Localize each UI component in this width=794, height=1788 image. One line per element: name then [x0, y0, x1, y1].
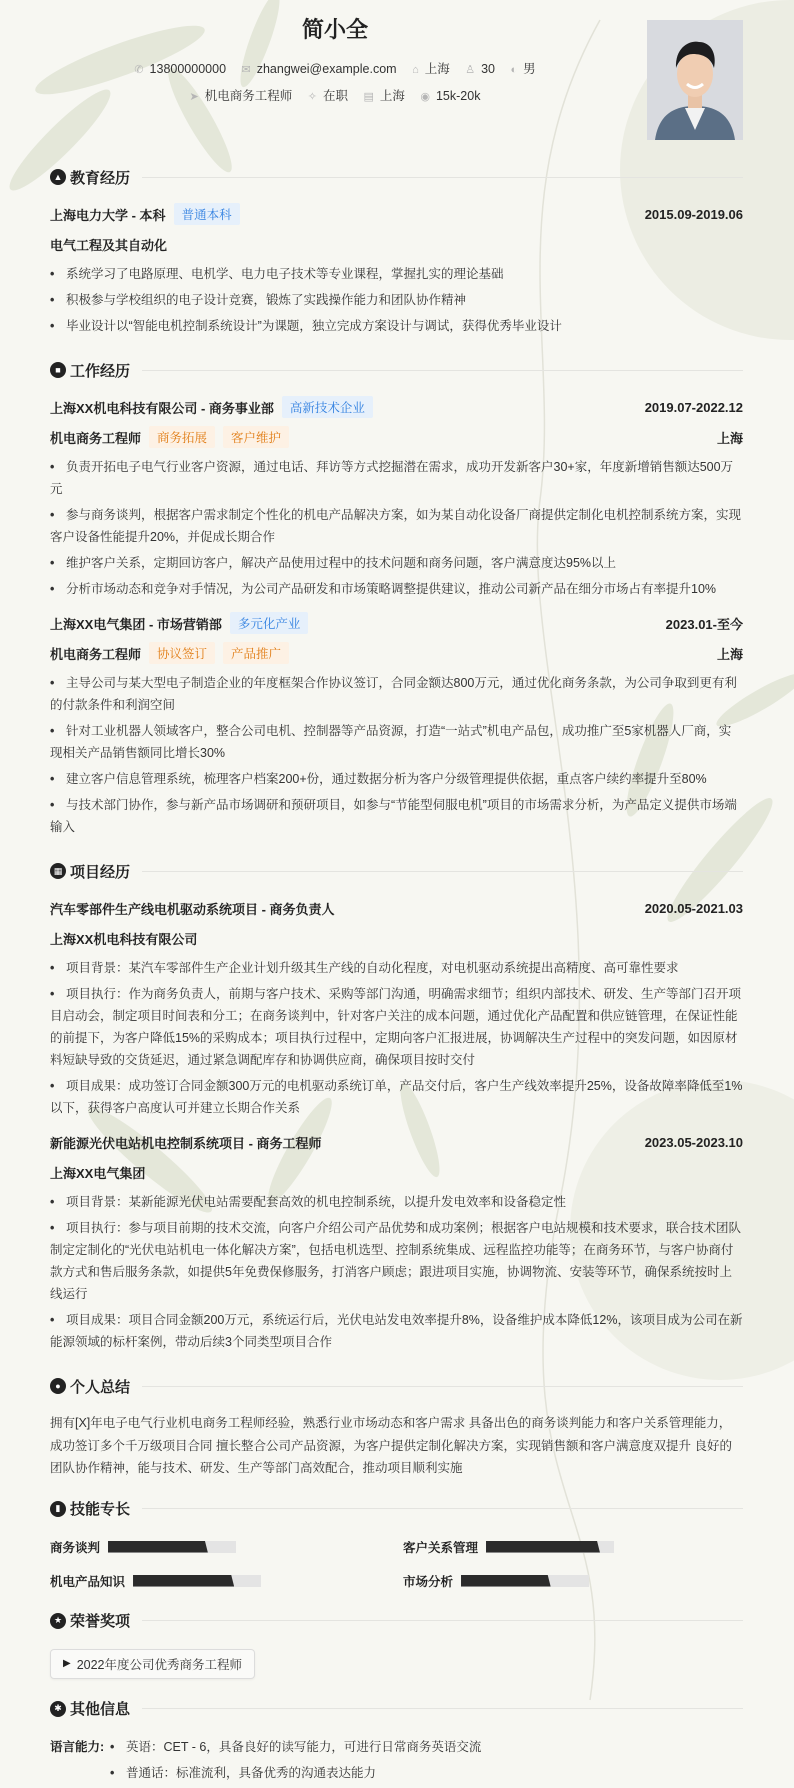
list-item: • 普通话：标准流利，具备优秀的沟通表达能力: [110, 1765, 377, 1780]
list-item: • 负责开拓电子电气行业客户资源，通过电话、拜访等方式挖掘潜在需求，成功开发新客户30+家，年度新增销售额达500万元: [50, 460, 734, 496]
contact-row: [50, 60, 620, 79]
project-name: 新能源光伏电站机电控制系统项目 - 商务工程师: [50, 1135, 322, 1151]
target-city: 上海: [379, 89, 405, 103]
education-section: [50, 165, 743, 337]
age: 30: [481, 62, 495, 76]
section-heading: [50, 1609, 743, 1633]
divider: [142, 871, 743, 872]
list-item: • 项目背景：某新能源光伏电站需要配套高效的机电控制系统，以提升发电效率和设备稳定性: [50, 1195, 567, 1209]
home-icon: ⌂: [412, 64, 419, 76]
skill-bar: [108, 1541, 236, 1553]
gender: 男: [523, 62, 536, 76]
section-heading: [50, 1697, 743, 1721]
salary-icon: ◉: [420, 91, 430, 103]
honors-section: [50, 1609, 743, 1679]
skill-bar-fill: [108, 1541, 208, 1553]
education-date: 2015.09-2019.06: [644, 206, 743, 222]
list-item: • 参与商务谈判，根据客户需求制定个性化的机电产品解决方案，如为某自动化设备厂商提供定制化电机控制系统方案，实现客户设备性能提升20%，并促成长期合作: [50, 508, 742, 544]
section-title: 个人总结: [70, 1378, 131, 1396]
skill-bar: [133, 1575, 261, 1587]
list-item: • 英语：CET - 6，具备良好的读写能力，可进行日常商务英语交流: [110, 1739, 482, 1754]
info-icon: ✱: [50, 1701, 66, 1717]
work-date: 2023.01-至今: [665, 616, 743, 632]
skill-bar-fill: [133, 1575, 234, 1587]
section-title: 荣誉奖项: [70, 1613, 131, 1630]
skill-bar-fill: [486, 1541, 600, 1553]
list-item: • 项目成果：成功签订合同金额300万元的电机驱动系统订单，产品交付后，客户生产线效率提升25%，设备故障率降低至1%以下，获得客户高度认可并建立长期合作关系: [50, 1079, 743, 1115]
section-heading: [50, 165, 743, 189]
job-status: 在职: [322, 89, 348, 103]
role: 机电商务工程师: [50, 430, 142, 446]
list-item: • 项目成果：项目合同金额200万元，系统运行后，光伏电站发电效率提升8%，设备维护成本降低12%，该项目成为公司在新能源领域的标杆案例，带动后续3个同类型项目合作: [50, 1313, 743, 1349]
email-icon: ✉: [241, 64, 251, 76]
phone: 13800000000: [149, 62, 227, 76]
grid-icon: ▦: [50, 863, 66, 879]
list-item: • 项目背景：某汽车零部件生产企业计划升级其生产线的自动化程度，对电机驱动系统提出高精度、高可靠性要求: [50, 961, 679, 975]
skills-section: [50, 1497, 743, 1598]
skill-item: 市场分析: [403, 1564, 743, 1598]
list-item: • 针对工业机器人领域客户，整合公司电机、控制器等产品资源，打造“一站式”机电产品包，成功推广至5家机器人厂商，实现相关产品销售额同比增长30%: [50, 724, 732, 760]
section-title: 工作经历: [70, 362, 131, 380]
age-icon: ♙: [465, 64, 476, 76]
section-heading: [50, 358, 743, 382]
summary-text: 拥有[X]年电子电气行业机电商务工程师经验，熟悉行业市场动态和客户需求 具备出色的商务谈判能力和客户关系管理能力，成功签订多个千万级项目合同 擅长整合公司产品资源，为客户提供定制化解决方案，实现销售额和客户满意度双提升 良好的团队协作精神，能与技术、研发、生产等部门高效配合，推动项目顺利实施: [50, 1416, 732, 1475]
section-title: 其他信息: [70, 1701, 131, 1718]
list-item: • 毕业设计以“智能电机控制系统设计”为课题，独立完成方案设计与调试，获得优秀毕业设计: [50, 319, 562, 333]
summary-section: [50, 1374, 743, 1480]
divider: [142, 1386, 743, 1387]
divider: [142, 370, 743, 371]
award-icon: ★: [50, 1613, 66, 1629]
salary: 15k-20k: [435, 89, 481, 103]
list-item: • 积极参与学校组织的电子设计竞赛，锻炼了实践操作能力和团队协作精神: [50, 293, 467, 307]
divider: [142, 1620, 743, 1621]
list-item: • 分析市场动态和竞争对手情况，为公司产品研发和市场策略调整提供建议，推动公司新产品在细分市场占有率提升10%: [50, 582, 717, 596]
email: zhangwei@example.com: [256, 62, 397, 76]
building-icon: ▤: [363, 91, 374, 103]
company-tag: 多元化产业: [230, 612, 309, 634]
profile-photo: [647, 20, 743, 140]
role-tag: 协议签订: [149, 642, 215, 664]
company-name: 上海XX电气集团 - 市场营销部: [50, 616, 222, 632]
list-item: • 维护客户关系，定期回访客户，解决产品使用过程中的技术问题和商务问题，客户满意度达95%以上: [50, 556, 617, 570]
list-item: • 项目执行：参与项目前期的技术交流，向客户介绍公司产品优势和成功案例；根据客户电站规模和技术要求，联合技术团队制定定制化的“光伏电站机电一体化解决方案”，包括电机选型、控制系统集成、远程监控功能等；在商务环节，与客户协商付款方式和售后服务条款，如提供5年免费保修服务，打消客户顾虑；跟进项目实施，协调物流、安装等环节，确保系统按时上线运行: [50, 1221, 742, 1301]
language-block: [50, 1736, 743, 1788]
work-item: [50, 608, 743, 838]
divider: [142, 1708, 743, 1709]
company-name: 上海XX机电科技有限公司 - 商务事业部: [50, 400, 274, 416]
skill-item: 商务谈判: [50, 1530, 403, 1564]
project-date: 2023.05-2023.10: [644, 1134, 743, 1150]
gender-icon: ◐: [510, 64, 518, 76]
phone-icon: ✆: [134, 64, 144, 76]
section-heading: [50, 1374, 743, 1398]
work-date: 2019.07-2022.12: [644, 399, 743, 415]
skill-item: 客户关系管理: [403, 1530, 743, 1564]
section-title: 教育经历: [70, 169, 131, 187]
project-item: [50, 893, 743, 1119]
graduation-cap-icon: ▲: [50, 169, 66, 185]
skill-bar: [461, 1575, 589, 1587]
major: 电气工程及其自动化: [50, 237, 168, 253]
list-item: • 项目执行：作为商务负责人，前期与客户技术、采购等部门沟通，明确需求细节；组织内部技术、研发、生产等部门召开项目启动会，制定项目时间表和分工；在商务谈判中，针对客户关注的成本问题，通过优化产品配置和供应链管理，在保证性能的前提下，为客户降低15%的采购成本；项目执行过程中，定期向客户汇报进展，协调解决生产过程中的突发问题，如因原材料短缺导致的交货延迟，通过紧急调配库存和协调供应商，确保项目按时交付: [50, 987, 742, 1067]
role: 机电商务工程师: [50, 646, 142, 662]
project-date: 2020.05-2021.03: [644, 900, 743, 916]
skill-bar: [486, 1541, 614, 1553]
honor-item: ▶ 2022年度公司优秀商务工程师: [50, 1649, 255, 1679]
projects-section: [50, 859, 743, 1353]
section-heading: [50, 859, 743, 883]
job-target: 机电商务工程师: [204, 89, 293, 103]
list-item: • 与技术部门协作，参与新产品市场调研和预研项目，如参与“节能型伺服电机”项目的市场需求分析，为产品定义提供市场端输入: [50, 798, 737, 834]
section-heading: [50, 1497, 743, 1521]
person-icon: ●: [50, 1378, 66, 1394]
status-icon: ✧: [307, 91, 317, 103]
role-tag: 商务拓展: [149, 426, 215, 448]
project-item: [50, 1127, 743, 1353]
caret-right-icon: ▶: [63, 1658, 71, 1669]
project-company: 上海XX电气集团: [50, 1165, 146, 1181]
skill-item: 机电产品知识: [50, 1564, 403, 1598]
send-icon: ➤: [189, 91, 199, 103]
work-item: [50, 392, 743, 600]
divider: [142, 177, 743, 178]
role-tag: 产品推广: [223, 642, 289, 664]
school-name: 上海电力大学 - 本科: [50, 207, 166, 223]
work-section: [50, 358, 743, 838]
section-title: 技能专长: [70, 1501, 131, 1518]
section-title: 项目经历: [70, 863, 131, 881]
company-tag: 高新技术企业: [282, 396, 373, 418]
skills-grid: [50, 1530, 743, 1598]
other-info-section: [50, 1697, 743, 1788]
language-label: 语言能力:: [50, 1739, 105, 1754]
list-item: • 系统学习了电路原理、电机学、电力电子技术等专业课程，掌握扎实的理论基础: [50, 267, 504, 281]
list-item: • 建立客户信息管理系统，梳理客户档案200+份，通过数据分析为客户分级管理提供依据，重点客户续约率提升至80%: [50, 772, 707, 786]
hometown: 上海: [424, 62, 450, 76]
chart-icon: ▮: [50, 1501, 66, 1517]
work-location: 上海: [716, 430, 743, 446]
list-item: • 主导公司与某大型电子制造企业的年度框架合作协议签订，合同金额达800万元，通过优化商务条款，为公司争取到更有利的付款条件和利润空间: [50, 676, 737, 712]
divider: [142, 1508, 743, 1509]
project-company: 上海XX机电科技有限公司: [50, 931, 198, 947]
work-location: 上海: [716, 646, 743, 662]
job-intent-row: [50, 87, 620, 106]
major-row: [50, 229, 743, 259]
education-bullets: [50, 263, 743, 337]
briefcase-icon: ■: [50, 362, 66, 378]
candidate-name: 简小全: [301, 17, 368, 42]
school-row: [50, 199, 743, 229]
resume-header: [50, 0, 743, 165]
project-name: 汽车零部件生产线电机驱动系统项目 - 商务负责人: [50, 901, 335, 917]
role-tag: 客户维护: [223, 426, 289, 448]
skill-bar-fill: [461, 1575, 551, 1587]
degree-tag: 普通本科: [174, 203, 240, 225]
